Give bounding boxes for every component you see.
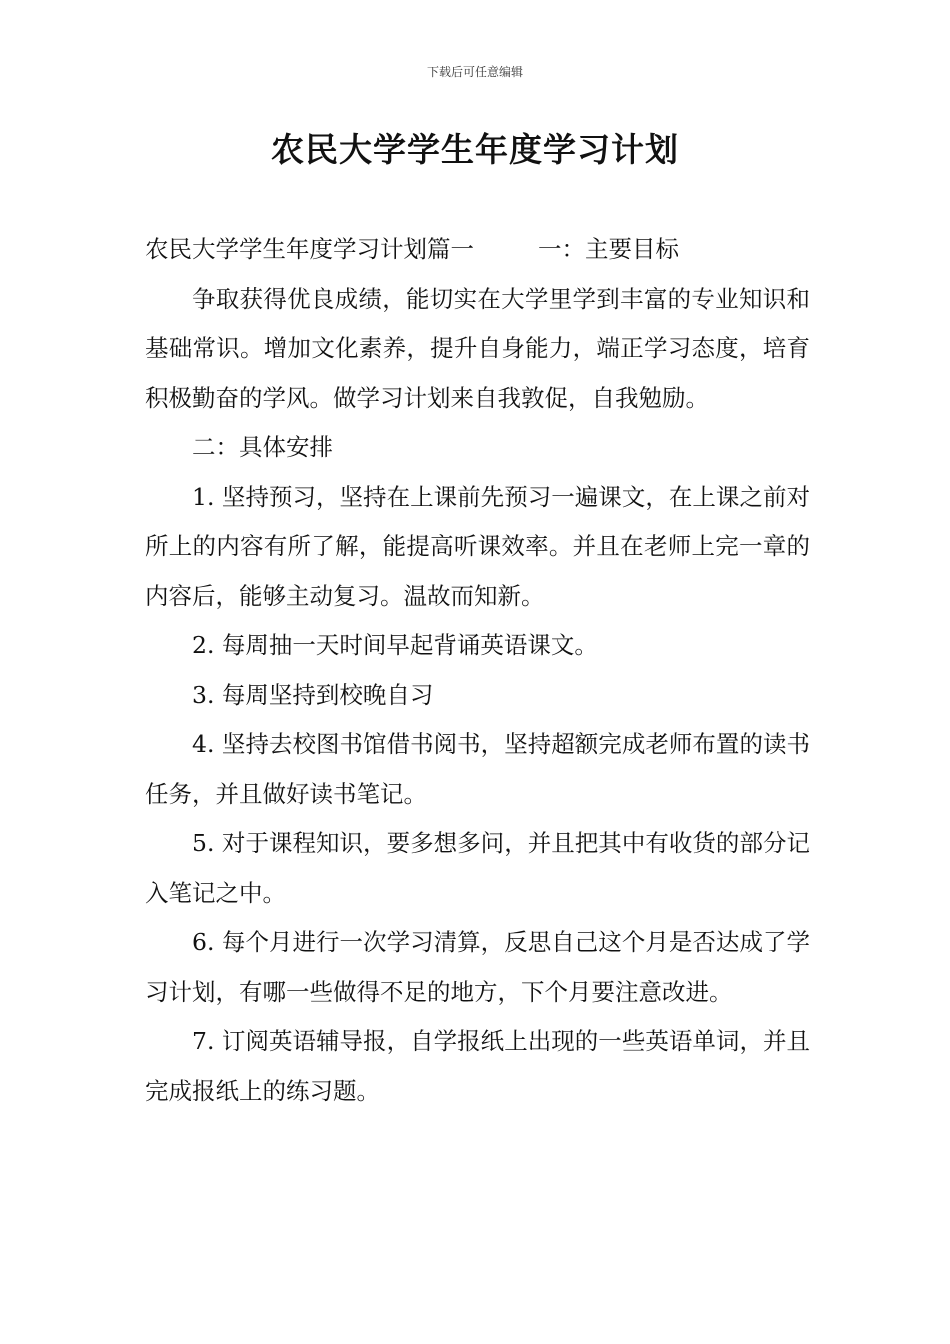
list-item-5: 5. 对于课程知识，要多想多问，并且把其中有收货的部分记入笔记之中。 bbox=[145, 829, 810, 907]
list-item-6: 6. 每个月进行一次学习清算，反思自己这个月是否达成了学习计划，有哪一些做得不足的地方，下个月要注意改进。 bbox=[145, 928, 810, 1006]
section-one-heading: 一：主要目标 bbox=[538, 235, 679, 263]
list-item-4: 4. 坚持去校图书馆借书阅书，坚持超额完成老师布置的读书任务，并且做好读书笔记。 bbox=[145, 730, 810, 808]
list-item-7: 7. 订阅英语辅导报，自学报纸上出现的一些英语单词，并且完成报纸上的练习题。 bbox=[145, 1027, 810, 1105]
list-item-1: 1. 坚持预习，坚持在上课前先预习一遍课文，在上课之前对所上的内容有所了解，能提高听课效率。并且在老师上完一章的内容后，能够主动复习。温故而知新。 bbox=[145, 482, 810, 610]
list-item-2: 2. 每周抽一天时间早起背诵英语课文。 bbox=[192, 631, 598, 659]
section-two-heading: 二：具体安排 bbox=[192, 433, 333, 461]
document-body bbox=[145, 225, 810, 1116]
part-title: 农民大学学生年度学习计划篇一 bbox=[145, 235, 474, 263]
header-note: 下载后可任意编辑 bbox=[426, 65, 523, 79]
intro-line bbox=[145, 225, 810, 275]
document-title: 农民大学学生年度学习计划 bbox=[271, 130, 679, 169]
list-item-3: 3. 每周坚持到校晚自习 bbox=[192, 680, 434, 709]
goal-paragraph: 争取获得优良成绩，能切实在大学里学到丰富的专业知识和基础常识。增加文化素养，提升自身能力，端正学习态度，培育积极勤奋的学风。做学习计划来自我敦促，自我勉励。 bbox=[145, 284, 810, 412]
